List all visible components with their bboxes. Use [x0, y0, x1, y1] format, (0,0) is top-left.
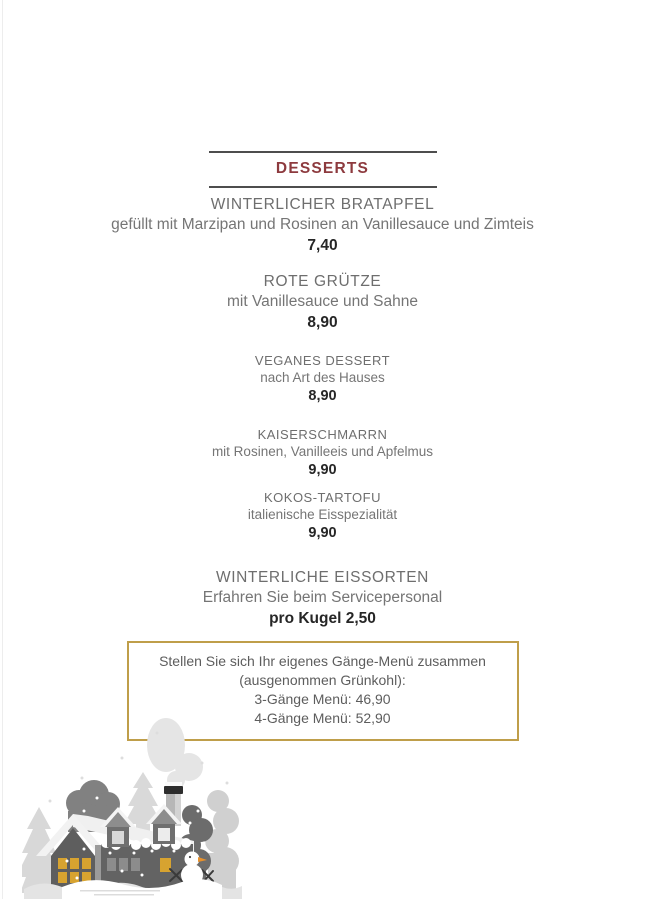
winter-house-illustration — [22, 703, 244, 899]
item-price: pro Kugel 2,50 — [269, 610, 376, 627]
desserts-header — [0, 151, 645, 188]
item-name: KAISERSCHMARRN — [257, 427, 388, 442]
item-description: mit Vanillesauce und Sahne — [226, 293, 418, 310]
item-price: 9,90 — [308, 525, 337, 541]
desserts-menu — [0, 151, 645, 741]
item-description: Erfahren Sie beim Servicepersonal — [202, 589, 443, 606]
menu-item — [0, 271, 645, 333]
header-rule-bottom — [209, 186, 437, 188]
item-name: WINTERLICHER BRATAPFEL — [210, 196, 435, 213]
item-description: gefüllt mit Marzipan und Rosinen an Vanillesauce und Zimteis — [111, 216, 534, 233]
item-price: 8,90 — [307, 314, 338, 331]
menu-item — [0, 426, 645, 480]
item-description: nach Art des Hauses — [260, 370, 385, 385]
item-price: 8,90 — [308, 388, 337, 404]
menu-item — [0, 567, 645, 629]
combo-line: Stellen Sie sich Ihr eigenes Gänge-Menü zusammen — [159, 653, 486, 669]
item-price: 9,90 — [308, 462, 337, 478]
menu-item — [0, 352, 645, 406]
combo-line: 3-Gänge Menü: 46,90 — [254, 691, 391, 707]
item-name: WINTERLICHE EISSORTEN — [216, 569, 429, 586]
combo-line: 4-Gänge Menü: 52,90 — [254, 710, 391, 726]
item-price: 7,40 — [307, 237, 338, 254]
menu-item — [0, 489, 645, 543]
item-description: mit Rosinen, Vanilleeis und Apfelmus — [211, 444, 434, 459]
combo-line: (ausgenommen Grünkohl): — [239, 672, 406, 688]
item-name: KOKOS-TARTOFU — [263, 490, 381, 505]
item-name: VEGANES DESSERT — [254, 353, 391, 368]
item-name: ROTE GRÜTZE — [263, 273, 382, 290]
smoke-icon — [147, 718, 203, 790]
menu-item — [0, 194, 645, 256]
desserts-heading: DESSERTS — [275, 160, 370, 177]
item-description: italienische Eisspezialität — [247, 507, 398, 522]
